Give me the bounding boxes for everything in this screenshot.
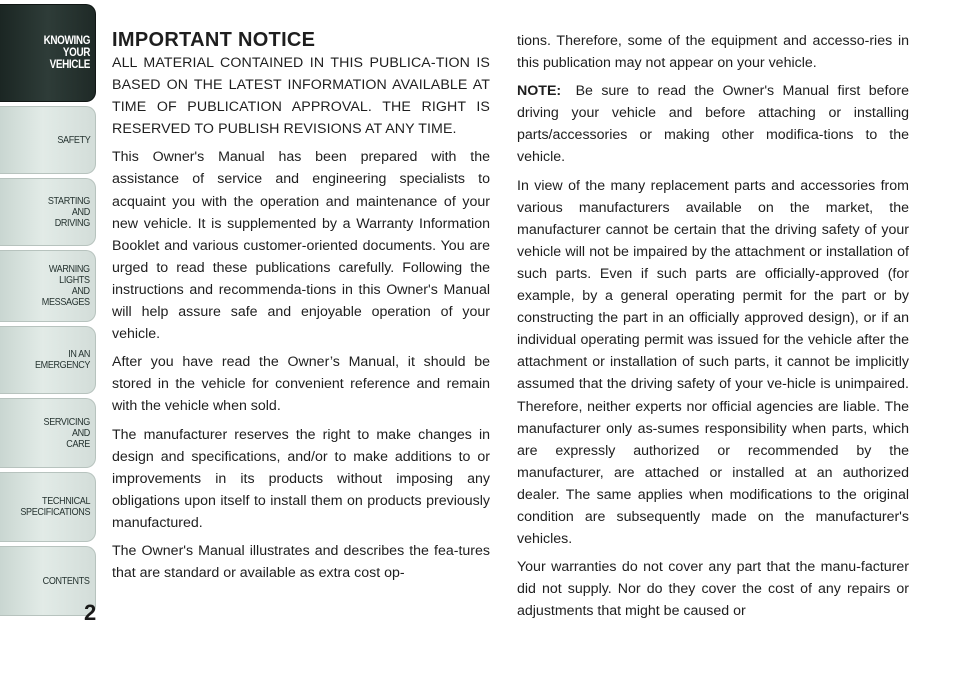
right-column [517, 30, 909, 628]
tab-label-line: AND [71, 426, 90, 439]
body-paragraph: This Owner's Manual has been prepared with the assistance of service and engineering specialists to acquaint you with the operation and maintenance of your new vehicle. It is supplemented by a Warranty Information Booklet and various customer-oriented documents. You are urged to read these publications carefully. Following the instructions and recommenda-tions in this Owner's Manual will help assure safe and enjoyable operation of your vehicle. [112, 149, 490, 343]
chapter-tabs [0, 0, 97, 640]
body-paragraph: The Owner's Manual illustrates and describes the fea-tures that are standard or available as extra cost op- [112, 542, 490, 582]
tab-label-line: SERVICING [43, 415, 90, 428]
page-number: 2 [84, 600, 97, 625]
tab-label-line: DRIVING [54, 216, 90, 229]
tab-label-line: STARTING [47, 194, 90, 207]
tab-label-line: WARNING [49, 263, 90, 275]
tab-label-line: MESSAGES [42, 296, 90, 308]
tab-label [35, 349, 90, 371]
tab-label-line: VEHICLE [49, 59, 90, 71]
page-title: IMPORTANT NOTICE [112, 29, 316, 51]
tab-label-line: LIGHTS [59, 274, 90, 286]
tab-warning-lights-and-messages[interactable] [0, 250, 96, 322]
note-paragraph [517, 80, 909, 168]
tab-label-line: IN AN [68, 348, 90, 360]
tab-label [20, 496, 90, 518]
tab-label-line: SPECIFICATIONS [20, 506, 90, 518]
tab-label-line: AND [71, 205, 90, 218]
note-label: NOTE: [517, 83, 562, 100]
tab-label-line: AND [71, 285, 90, 297]
tab-label [48, 196, 90, 229]
tab-knowing-your-vehicle[interactable] [0, 4, 96, 102]
tab-label [42, 264, 90, 308]
left-column [112, 28, 490, 590]
body-paragraph: In view of the many replacement parts and accessories from various manufacturers available on the market, the manufacturer cannot be certain that the driving safety of your vehicle will not be impaired by the attachment or installation of such parts. Even if such parts are officially-approved (for example, by a general operating permit for the part or by constructing the part in an officially approved design), or if an individual operating permit was issued for the vehicle after the attachment or installation of such parts, it cannot be implicitly assumed that the driving safety of your ve-hicle is unimpaired. Therefore, neither experts nor official agencies are liable. The manufacturer only as-sumes responsibility when parts, which are expressly authorized or recommended by the manufacturer, are attached or installed at an authorized dealer. The same applies when modifications to the original condition are subsequently made on the manufacturer's vehicles. [517, 177, 909, 548]
body-paragraph: Your warranties do not cover any part that the manu-facturer did not supply. Nor do they cover the cost of any repairs or adjustments that might be caused or [517, 559, 909, 620]
body-paragraph: The manufacturer reserves the right to make changes in design and specifications, and/or to make additions to or improvements in its products without imposing any obligations upon itself to install them on products previously manufactured. [112, 426, 490, 531]
tab-label [43, 576, 90, 587]
tab-label [57, 135, 90, 146]
tab-label-line: YOUR [62, 47, 90, 59]
tab-servicing-and-care[interactable] [0, 398, 96, 468]
tab-label-line: KNOWING [43, 35, 90, 47]
tab-technical-specifications[interactable] [0, 472, 96, 542]
note-text: Be sure to read the Owner's Manual first before driving your vehicle and before attaching or installing parts/accessories or making other modifica-tions to the vehicle. [517, 83, 909, 166]
tab-label-line: CONTENTS [43, 574, 90, 587]
tab-label-line: SAFETY [56, 133, 90, 146]
continuation-paragraph: tions. Therefore, some of the equipment and accesso-ries in this publication may not appear on your vehicle. [517, 33, 909, 72]
tab-label-line: CARE [66, 437, 90, 450]
tab-label-line: EMERGENCY [34, 359, 90, 371]
tab-in-an-emergency[interactable] [0, 326, 96, 394]
tab-label [44, 35, 90, 71]
tab-label-line: TECHNICAL [41, 495, 90, 507]
tab-contents[interactable] [0, 546, 96, 616]
body-paragraph: After you have read the Owner’s Manual, it should be stored in the vehicle for convenient reference and remain with the vehicle when sold. [112, 354, 490, 415]
notice-caps-paragraph: ALL MATERIAL CONTAINED IN THIS PUBLICA-TION IS BASED ON THE LATEST INFORMATION AVAILABLE AT TIME OF PUBLICATION APPROVAL. THE RIGHT IS RESERVED TO PUBLISH REVISIONS AT ANY TIME. [112, 55, 490, 138]
tab-safety[interactable] [0, 106, 96, 174]
tab-starting-and-driving[interactable] [0, 178, 96, 246]
tab-label [44, 417, 90, 450]
